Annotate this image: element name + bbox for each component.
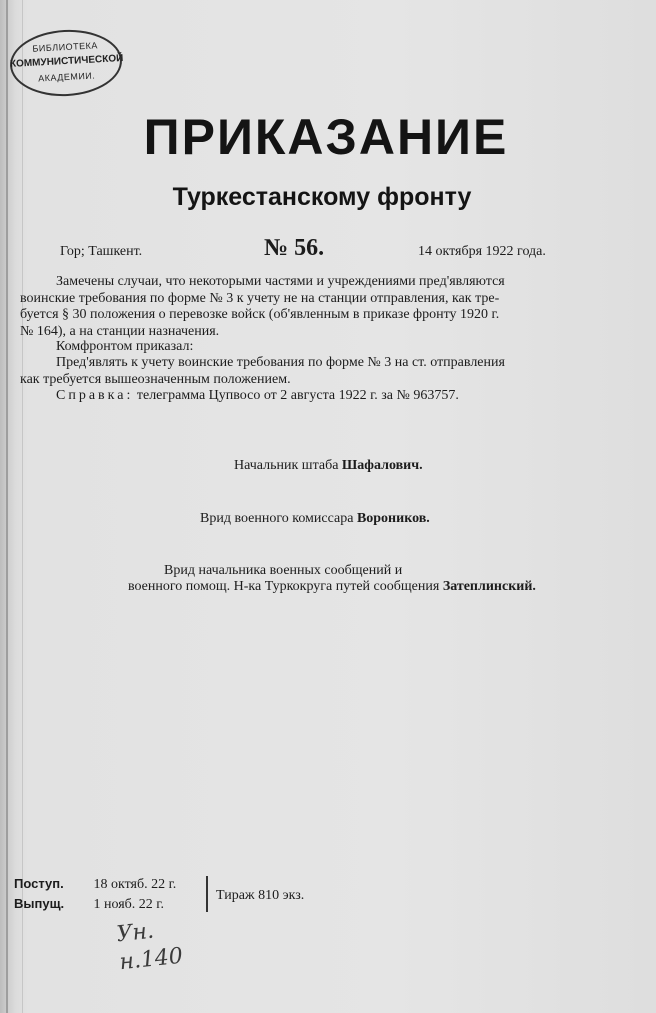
footer-divider: [206, 876, 208, 912]
handwritten-line-1: Ун.: [115, 918, 156, 948]
order-number: № 56.: [264, 235, 325, 261]
paragraph-line: Пред'являть к учету воинские требования по форме № 3 на ст. отправления: [56, 355, 505, 370]
signature-role: военного помощ. Н-ка Туркокруга путей сообщения: [128, 579, 440, 594]
signature-role: Врид начальника военных сообщений и: [164, 563, 403, 578]
order-intro: Комфронтом приказал:: [56, 339, 194, 354]
paragraph-observation: [20, 274, 634, 340]
paragraph-order: [20, 355, 505, 388]
reference-text: телеграмма Цупвосо от 2 августа 1922 г. за № 963757.: [136, 388, 459, 403]
document-title: ПРИКАЗАНИЕ: [143, 109, 509, 165]
print-run: Тираж 810 экз.: [216, 888, 305, 903]
handwritten-note: [115, 915, 184, 977]
stamp-line-1: БИБЛИОТЕКА: [32, 40, 99, 54]
stamp-line-3: АКАДЕМИИ.: [37, 70, 96, 84]
signature-role: Врид военного комиссара: [200, 511, 354, 526]
place-label: Гор; Ташкент.: [60, 244, 143, 259]
paragraph-line: № 164), а на станции назначения.: [20, 323, 220, 339]
handwritten-line-2: н.140: [118, 943, 185, 976]
reference-line: [56, 388, 459, 405]
signature-role: Начальник штаба: [234, 458, 339, 473]
signature-name: Вороников.: [356, 511, 430, 526]
paragraph-line: как требуется вышеозначенным положением.: [20, 371, 291, 387]
signature-name: Шафалович.: [341, 458, 423, 473]
issued-label: Выпущ.: [14, 896, 65, 911]
footer-received: [14, 876, 176, 896]
paragraph-line: воинские требования по форме № 3 к учету не на станции отправления, как тре-: [20, 290, 500, 306]
signature-military-comms-line2: [128, 579, 536, 595]
signature-chief-of-staff: [234, 458, 423, 474]
library-stamp: [8, 27, 123, 99]
footer-issued: [14, 896, 176, 916]
received-date: 18 октяб. 22 г.: [93, 877, 177, 892]
paragraph-line: буется § 30 положения о перевозке войск (об'явленным в приказе фронту 1920 г.: [20, 307, 500, 322]
order-date: 14 октября 1922 года.: [418, 244, 546, 259]
paragraph-line: Замечены случаи, что некоторыми частями и учреждениями пред'являются: [56, 274, 505, 289]
received-label: Поступ.: [14, 876, 64, 891]
reference-label: Справка:: [56, 388, 134, 403]
signature-commissar: [200, 511, 430, 527]
issued-date: 1 нояб. 22 г.: [93, 897, 164, 912]
stamp-line-2: КОММУНИСТИЧЕСКОЙ: [9, 53, 124, 70]
signature-name: Затеплинский.: [442, 579, 536, 594]
signature-military-comms-line1: [164, 563, 402, 579]
document-subtitle: Туркестанскому фронту: [172, 183, 472, 211]
footer-dates: [14, 876, 176, 916]
